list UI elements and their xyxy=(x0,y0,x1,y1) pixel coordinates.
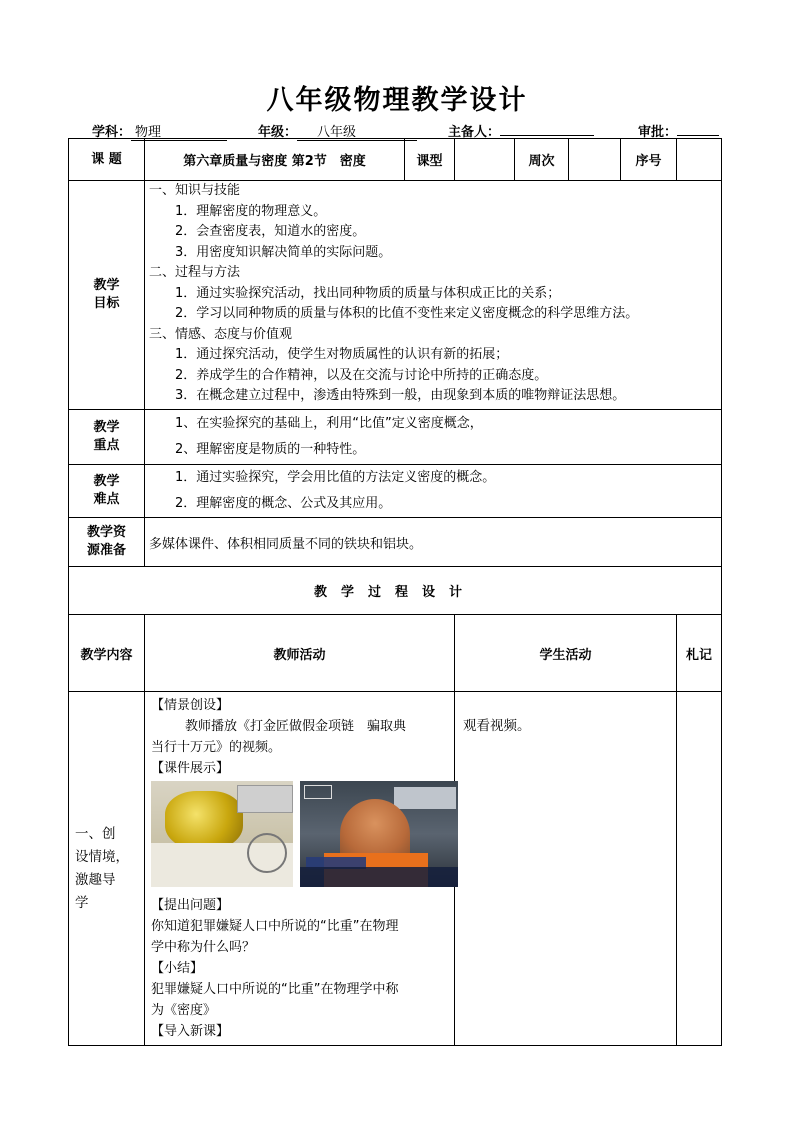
resources-label xyxy=(69,518,145,567)
notes-cell xyxy=(677,692,722,1046)
goal-item: 2．养成学生的合作精神，以及在交流与讨论中所持的正确态度。 xyxy=(175,367,548,383)
scene-tag: 【情景创设】 xyxy=(151,698,230,713)
summary-text: 为《密度》 xyxy=(151,1003,217,1018)
content-line: 一、创 xyxy=(75,825,116,842)
goal-item: 1．通过实验探究活动，找出同种物质的质量与体积成正比的关系； xyxy=(175,285,561,301)
type-value xyxy=(455,139,515,181)
teacher-activity-cell xyxy=(145,692,455,1046)
resources-row xyxy=(69,518,722,567)
preparer-value xyxy=(500,135,594,136)
subject-label: 学科： xyxy=(92,125,132,140)
key-point-item: 1、在实验探究的基础上，利用“比值”定义密度概念， xyxy=(175,416,483,431)
difficulties-row xyxy=(69,465,722,518)
subtitle-banner xyxy=(300,867,458,887)
process-header-teacher: 教师活动 xyxy=(145,615,455,692)
review-label: 审批： xyxy=(638,125,678,140)
page-title: 八年级物理教学设计 xyxy=(266,85,528,116)
content-line: 设情境， xyxy=(75,848,129,865)
goals-label-line1: 教学 xyxy=(93,278,120,293)
resources-content: 多媒体课件、体积相同质量不同的铁块和铝块。 xyxy=(145,518,722,567)
goals-label xyxy=(69,181,145,410)
key-points-label-line2: 重点 xyxy=(93,438,120,453)
summary-text: 犯罪嫌疑人口中所说的“比重”在物理学中称 xyxy=(151,982,399,997)
type-label: 课型 xyxy=(405,139,455,181)
difficulties-label-line1: 教学 xyxy=(93,474,120,489)
process-header-row xyxy=(69,615,722,692)
process-title: 教学过程设计 xyxy=(69,567,722,615)
gold-chain-photo xyxy=(151,781,293,887)
goal-item: 3．在概念建立过程中，渗透由特殊到一般，由现象到本质的唯物辩证法思想。 xyxy=(175,388,626,403)
key-points-row xyxy=(69,410,722,465)
key-points-label-line1: 教学 xyxy=(93,420,120,435)
process-row xyxy=(69,692,722,1046)
week-label: 周次 xyxy=(515,139,569,181)
difficulty-item: 1．通过实验探究，学会用比值的方法定义密度的概念。 xyxy=(175,470,496,485)
grade-label: 年级： xyxy=(258,125,298,140)
gold-chain-image xyxy=(165,791,243,849)
seq-value xyxy=(677,139,722,181)
intro-tag: 【导入新课】 xyxy=(151,1024,230,1039)
seq-label: 序号 xyxy=(621,139,677,181)
preparer-label: 主备人： xyxy=(448,125,501,140)
topic-row xyxy=(69,139,722,181)
summary-tag: 【小结】 xyxy=(151,961,204,976)
topic-label: 课 题 xyxy=(69,139,145,181)
process-header-student: 学生活动 xyxy=(455,615,677,692)
show-tag: 【课件展示】 xyxy=(151,761,230,776)
process-header-notes: 札记 xyxy=(677,615,722,692)
question-text: 学中称为什么吗？ xyxy=(151,940,256,955)
difficulties-label-line2: 难点 xyxy=(93,492,120,507)
subject-value: 物理 xyxy=(131,126,227,141)
tv-logo-icon xyxy=(304,785,332,799)
goal-heading: 二、过程与方法 xyxy=(149,265,241,280)
week-value xyxy=(569,139,621,181)
goals-label-line2: 目标 xyxy=(93,296,120,311)
caption-box xyxy=(237,785,293,813)
question-tag: 【提出问题】 xyxy=(151,898,230,913)
goal-item: 2．会查密度表，知道水的密度。 xyxy=(175,224,366,239)
scene-text: 教师播放《打金匠做假金项链 骗取典 xyxy=(185,719,407,734)
difficulties-content xyxy=(145,465,722,518)
content-line: 激趣导 xyxy=(75,871,116,888)
goal-item: 2．学习以同种物质的质量与体积的比值不变性来定义密度概念的科学思维方法。 xyxy=(175,306,639,321)
meta-line xyxy=(92,121,722,139)
goals-content xyxy=(145,181,722,410)
goal-heading: 三、情感、态度与价值观 xyxy=(149,326,293,342)
content-line: 学 xyxy=(75,894,89,911)
process-header-content: 教学内容 xyxy=(69,615,145,692)
scene-text: 当行十万元》的视频。 xyxy=(151,740,282,755)
topic-value: 第六章质量与密度 第2节 密度 xyxy=(145,139,405,181)
grade-value: 八年级 xyxy=(297,126,417,141)
goal-heading: 一、知识与技能 xyxy=(149,183,241,198)
lesson-plan-table xyxy=(68,138,722,1046)
goal-item: 1．通过探究活动，使学生对物质属性的认识有新的拓展； xyxy=(175,347,509,362)
student-activity-cell: 观看视频。 xyxy=(455,692,677,1046)
process-title-row xyxy=(69,567,722,615)
process-content-cell xyxy=(69,692,145,1046)
review-value xyxy=(677,135,719,136)
stamp-image xyxy=(247,833,287,873)
goals-row xyxy=(69,181,722,410)
video-screenshots xyxy=(151,781,450,891)
question-text: 你知道犯罪嫌疑人口中所说的“比重”在物理 xyxy=(151,919,399,934)
key-point-item: 2、理解密度是物质的一种特性。 xyxy=(175,442,366,457)
goal-item: 1．理解密度的物理意义。 xyxy=(175,203,327,219)
key-points-label xyxy=(69,410,145,465)
resources-label-line1: 教学资 xyxy=(86,525,126,540)
resources-label-line2: 源准备 xyxy=(86,543,126,558)
suspect-photo xyxy=(300,781,458,887)
difficulties-label xyxy=(69,465,145,518)
goal-item: 3．用密度知识解决简单的实际问题。 xyxy=(175,244,392,260)
caption-box xyxy=(394,787,456,809)
key-points-content xyxy=(145,410,722,465)
difficulty-item: 2．理解密度的概念、公式及其应用。 xyxy=(175,496,392,511)
